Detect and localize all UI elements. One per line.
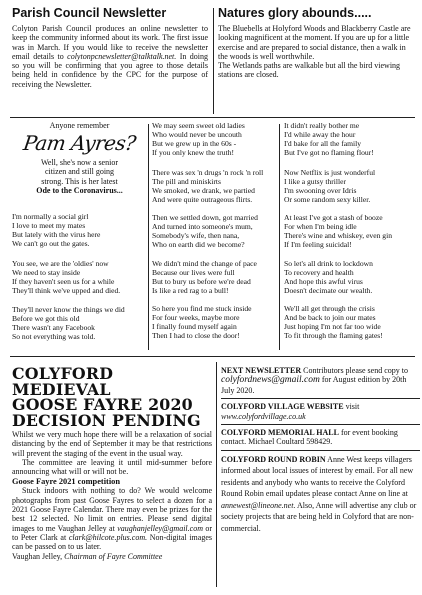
fayre-headline	[12, 366, 212, 428]
memorial-hall-label: COLYFORD MEMORIAL HALL	[221, 428, 339, 438]
notice-divider	[221, 398, 420, 399]
competition-heading: Goose Fayre 2021 competition	[12, 477, 121, 487]
poem-divider-2	[279, 124, 280, 350]
poem-stanza: We may seem sweet old ladies Who would never be uncouth But we grew up in the 60s - If you only knew the truth!	[152, 121, 245, 157]
parish-text-2: In doing so you will be confirming that you agree to those details being held in confidence by the CPC for the purpose of receiving the Newsletter.	[12, 51, 209, 89]
goose-fayre-section	[12, 366, 212, 561]
next-newsletter-text-a: Contributors please send copy to	[301, 366, 408, 375]
poem-stanza: They'll never know the things we did Before we got this old There wasn't any Facebook So not everything was told.	[12, 305, 125, 341]
next-newsletter-text-b: for August edition by 20th July 2020.	[221, 375, 407, 395]
round-robin-text-a: Anne West keeps villagers informed about local issues of interest by email. For all new residents and anybody who wants to receive the Colyford Round Robin email updates please contact Anne on line at	[221, 454, 414, 499]
poem-stanza: There was sex 'n drugs 'n rock 'n roll The pill and miniskirts We smoked, we drank, we partied And were quite outrageous flirts.	[152, 168, 264, 204]
nature-text: The Bluebells at Holyford Woods and Blackberry Castle are looking magnificent at the moment. If you are up for a little exercise and are prepared to social distance, then a walk in the woods is well worthwhile. The Wetlands paths are walkable but all the bird viewing stations are closed.	[218, 24, 411, 80]
poem-stanza: Then we settled down, got married And turned into someone's mum, Somebody's wife, then nana, Who on earth did we become?	[152, 213, 258, 249]
next-newsletter-label: NEXT NEWSLETTER	[221, 366, 302, 375]
intro-ode-title: Ode to the Coronavirus...	[36, 186, 123, 196]
parish-council-heading: Parish Council Newsletter	[12, 6, 167, 20]
intro-line-3: strong. This is her latest	[41, 176, 118, 186]
intro-remember: Anyone remember	[49, 121, 110, 130]
anne-email-link[interactable]: annewest@lineone.net.	[221, 500, 296, 510]
fayre-paragraph-2: The committee are leaving it until mid-summer before announcing what will or will not be.	[12, 457, 212, 477]
vaughan-email-link[interactable]: vaughanjelley@gmail.com	[117, 523, 203, 533]
poem-stanza: So let's all drink to lockdown To recovery and health And hope this awful virus Doesn't decimate our wealth.	[284, 259, 373, 295]
notice-divider	[221, 424, 420, 425]
notices-section	[221, 366, 420, 534]
website-notice	[221, 402, 420, 421]
fayre-headline-line-3: DECISION PENDING	[12, 410, 201, 430]
next-newsletter-notice	[221, 366, 420, 395]
poem-stanza: Now Netflix is just wonderful I like a gutsy thriller I'm swooning over Idris Or some random sexy killer.	[284, 168, 376, 204]
competition-text-a: Stuck indoors with nothing to do? We would welcome photographs from past Goose Fayres to select a dozen for a 2021 Goose Fayre Calendar. There may even be prizes for the best 12 selected. No limit on entries. Please send digital images to me Vaughan Jelley at	[12, 486, 212, 533]
fayre-paragraph-1: Whilst we very much hope there will be a relaxation of social distancing by the end of September it may be that restrictions will prevent the staging of the event in the usual way.	[12, 430, 212, 458]
parish-council-text	[12, 24, 208, 89]
round-robin-text-b: Also, Anne will advertise any club or society projects that are being held in Colyford that are non-commercial.	[221, 500, 417, 533]
fayre-headline-line-2: GOOSE FAYRE 2020	[12, 395, 193, 414]
intro-line-2: citizen and still going	[44, 167, 115, 177]
colyford-news-email-link[interactable]: colyfordnews@gmail.com	[221, 375, 320, 386]
intro-line-1: Well, she's now a senior	[40, 158, 118, 167]
poem-divider-1	[148, 124, 149, 350]
round-robin-notice	[221, 454, 420, 535]
pam-ayres-intro	[12, 121, 147, 196]
memorial-hall-notice	[221, 428, 420, 447]
website-text: visit	[343, 402, 360, 412]
nature-section	[218, 6, 414, 80]
website-link[interactable]: www.colyfordvillage.co.uk	[221, 411, 306, 421]
poem-stanza: We didn't mind the change of pace Because our lives were full But to bury us before we're dead Is like a red rag to a bull!	[152, 259, 257, 295]
competition-text	[12, 486, 212, 551]
parish-email-link[interactable]: colytonpcnewsletter@talktalk.net.	[67, 51, 177, 61]
notice-divider	[221, 450, 420, 451]
signature-name: Vaughan Jelley,	[12, 551, 65, 561]
nature-heading: Natures glory abounds.....	[218, 6, 372, 20]
middle-rule	[10, 356, 415, 357]
intro-blurb	[12, 158, 147, 196]
poem-stanza: So here you find me stuck inside For four weeks, maybe more I finally found myself again Then I had to close the door!	[152, 304, 252, 340]
signature-role: Chairman of Fayre Committee	[64, 551, 163, 561]
parish-council-section	[12, 6, 208, 89]
top-rule	[10, 117, 415, 118]
poem-stanza: I'm normally a social girl I love to meet my mates But lately with the virus here We can't go out the gates.	[12, 212, 101, 248]
poem-stanza: You see, we are the 'oldies' now We need to stay inside If they haven't seen us for a while They'll think we've upped and died.	[12, 259, 121, 295]
fayre-headline-line-1: COLYFORD MEDIEVAL	[12, 364, 114, 399]
website-label: COLYFORD VILLAGE WEBSITE	[221, 402, 344, 412]
poem-stanza: We'll all get through the crisis And be back to join our mates Just hoping I'm not far too wide To fit through the flaming gates!	[284, 304, 383, 340]
round-robin-label: COLYFORD ROUND ROBIN	[221, 454, 326, 464]
fayre-signature	[12, 552, 212, 561]
memorial-hall-text: for event booking contact. Michael Coultard 598429.	[221, 428, 398, 447]
competition-text-b: or to Peter Clark at	[12, 523, 213, 542]
pam-ayres-signature: Pam Ayres?	[21, 131, 138, 155]
peter-email-link[interactable]: clark@hilcote.plus.com.	[68, 532, 148, 542]
competition-text-c: Non-digital images can be passed on to us later.	[12, 532, 212, 552]
poem-stanza: It didn't really bother me I'd while away the hour I'd bake for all the family But I've got no flaming flour!	[284, 121, 374, 157]
bottom-divider-vertical	[216, 362, 217, 587]
top-divider-vertical	[213, 8, 214, 114]
parish-text-1: Colyton Parish Council produces an online newsletter to keep the community informed about its work. The first issue was in March. If you would like to receive the newsletter email details to	[12, 24, 208, 61]
poem-stanza: At least I've got a stash of booze For when I'm being idle There's wine and whiskey, even gin If I'm feeling suicidal!	[284, 213, 392, 249]
